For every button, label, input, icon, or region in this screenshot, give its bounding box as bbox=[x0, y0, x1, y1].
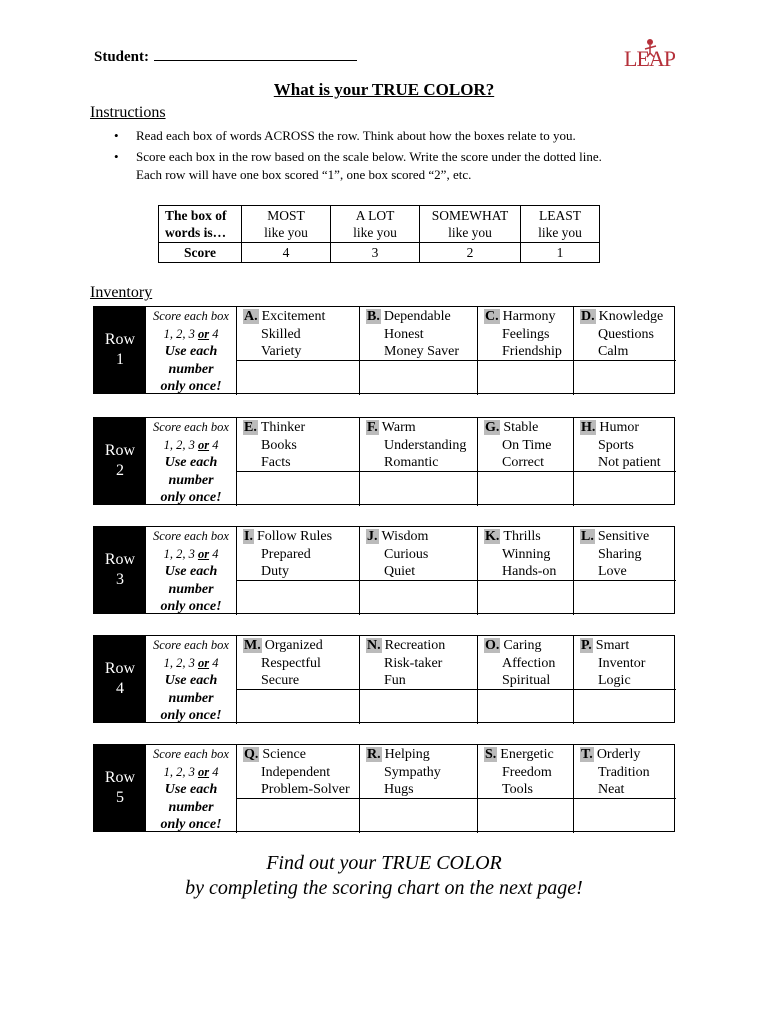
scale-score-label: Score bbox=[159, 243, 242, 263]
row-label: Row 4 bbox=[94, 636, 146, 722]
scale-col-somewhat: SOMEWHAT like you bbox=[420, 206, 521, 243]
box-word: Books bbox=[261, 437, 297, 453]
box-word: Smart bbox=[595, 638, 630, 653]
inventory-row bbox=[93, 635, 675, 723]
box-word: Freedom bbox=[502, 764, 552, 780]
box-letter: O. bbox=[485, 638, 500, 653]
box-word: Hugs bbox=[384, 782, 414, 797]
box-letter: L. bbox=[581, 529, 594, 544]
box-word: Logic bbox=[598, 673, 631, 688]
row-instruction: Score each box 1, 2, 3 or 4 Use each number only once! bbox=[153, 309, 229, 394]
bullet-icon: • bbox=[114, 128, 119, 143]
box-word: Tradition bbox=[598, 764, 650, 780]
box-word: Duty bbox=[261, 564, 289, 579]
score-input-box[interactable] bbox=[359, 689, 477, 724]
box-letter: B. bbox=[367, 309, 380, 324]
scale-col-most: MOST like you bbox=[242, 206, 331, 243]
score-input-box[interactable] bbox=[359, 471, 477, 506]
box-letter: R. bbox=[367, 747, 381, 762]
row-instruction: Score each box 1, 2, 3 or 4 Use each number only once! bbox=[153, 638, 229, 723]
box-word: Facts bbox=[261, 455, 291, 470]
box-letter: Q. bbox=[244, 747, 259, 762]
box-word: Recreation bbox=[384, 638, 446, 653]
word-box bbox=[236, 307, 359, 360]
row-label: Row 5 bbox=[94, 745, 146, 831]
row-instruction: Score each box 1, 2, 3 or 4 Use each number only once! bbox=[153, 420, 229, 505]
scale-score-value: 2 bbox=[420, 243, 521, 263]
box-letter: A. bbox=[244, 309, 258, 324]
row-instruction: Score each box 1, 2, 3 or 4 Use each number only once! bbox=[153, 529, 229, 614]
box-letter: M. bbox=[244, 638, 261, 653]
word-box bbox=[359, 745, 477, 798]
word-box bbox=[477, 527, 573, 580]
box-word: Stable bbox=[503, 420, 539, 435]
scale-col-a-lot: A LOT like you bbox=[331, 206, 420, 243]
box-word: Thrills bbox=[503, 529, 541, 544]
inventory-heading: Inventory bbox=[90, 284, 153, 301]
box-word: Secure bbox=[261, 673, 300, 688]
score-input-box[interactable] bbox=[477, 580, 573, 615]
box-letter: N. bbox=[367, 638, 381, 653]
box-word: Variety bbox=[261, 344, 302, 359]
score-input-box[interactable] bbox=[236, 689, 359, 724]
footer-note: Find out your TRUE COLOR by completing the scoring chart on the next page! bbox=[185, 852, 583, 899]
box-word: Winning bbox=[502, 546, 551, 562]
box-word: Sympathy bbox=[384, 764, 441, 780]
box-letter: P. bbox=[581, 638, 592, 653]
box-word: On Time bbox=[502, 437, 552, 453]
score-input-box[interactable] bbox=[573, 689, 676, 724]
word-box bbox=[477, 307, 573, 360]
box-word: Dependable bbox=[383, 309, 451, 324]
box-word: Excitement bbox=[261, 309, 326, 324]
score-input-box[interactable] bbox=[359, 360, 477, 395]
box-word: Love bbox=[598, 564, 627, 579]
box-word: Independent bbox=[261, 764, 331, 780]
box-word: Helping bbox=[384, 747, 430, 762]
box-word: Friendship bbox=[502, 344, 562, 359]
box-word: Tools bbox=[502, 782, 533, 797]
box-letter: J. bbox=[367, 529, 378, 544]
scale-score-value: 1 bbox=[521, 243, 600, 263]
box-word: Sensitive bbox=[597, 529, 650, 544]
student-name-field bbox=[94, 46, 357, 66]
box-word: Harmony bbox=[502, 309, 556, 324]
box-word: Inventor bbox=[598, 655, 646, 671]
box-word: Wisdom bbox=[381, 529, 429, 544]
box-letter: T. bbox=[581, 747, 593, 762]
score-input-box[interactable] bbox=[477, 689, 573, 724]
box-word: Calm bbox=[598, 344, 629, 359]
box-letter: D. bbox=[581, 309, 595, 324]
box-word: Problem-Solver bbox=[261, 782, 350, 797]
scale-col-least: LEAST like you bbox=[521, 206, 600, 243]
box-word: Quiet bbox=[384, 564, 416, 579]
score-input-box[interactable] bbox=[359, 580, 477, 615]
word-box bbox=[236, 527, 359, 580]
box-word: Science bbox=[262, 747, 306, 762]
box-word: Knowledge bbox=[598, 309, 664, 324]
word-box bbox=[359, 418, 477, 471]
scale-score-value: 4 bbox=[242, 243, 331, 263]
box-word: Prepared bbox=[261, 546, 311, 562]
logo-text: LEAP bbox=[624, 46, 675, 71]
box-word: Fun bbox=[384, 673, 406, 688]
box-letter: C. bbox=[485, 309, 499, 324]
box-word: Follow Rules bbox=[256, 529, 333, 544]
instruction-item: • Score each box in the row based on the scale below. Write the score under the dotted line. Each row will have one box scored “1”, one box scored “2”, etc. bbox=[114, 149, 602, 182]
word-box bbox=[236, 418, 359, 471]
score-input-box[interactable] bbox=[573, 580, 676, 615]
box-word: Honest bbox=[384, 326, 424, 342]
box-word: Sharing bbox=[598, 546, 642, 562]
word-box bbox=[573, 745, 676, 798]
inventory-row bbox=[93, 417, 675, 505]
score-input-box[interactable] bbox=[573, 360, 676, 395]
bullet-icon: • bbox=[114, 149, 119, 164]
box-letter: E. bbox=[244, 420, 257, 435]
scale-table bbox=[158, 205, 600, 263]
score-input-box[interactable] bbox=[236, 360, 359, 395]
score-input-box[interactable] bbox=[573, 798, 676, 833]
box-word: Understanding bbox=[384, 437, 467, 453]
box-word: Questions bbox=[598, 326, 654, 342]
box-word: Romantic bbox=[384, 455, 439, 470]
score-input-box[interactable] bbox=[359, 798, 477, 833]
inventory-row bbox=[93, 526, 675, 614]
score-input-box[interactable] bbox=[236, 798, 359, 833]
box-word: Affection bbox=[502, 655, 556, 671]
score-input-box[interactable] bbox=[477, 360, 573, 395]
inventory-row bbox=[93, 744, 675, 832]
box-word: Risk-taker bbox=[384, 655, 443, 671]
word-box bbox=[477, 418, 573, 471]
word-box bbox=[477, 745, 573, 798]
inventory-row bbox=[93, 306, 675, 394]
box-letter: I. bbox=[244, 529, 253, 544]
box-letter: S. bbox=[485, 747, 497, 762]
word-box bbox=[236, 636, 359, 689]
score-input-box[interactable] bbox=[477, 471, 573, 506]
box-word: Correct bbox=[502, 455, 544, 470]
box-word: Organized bbox=[264, 638, 323, 653]
page-title: What is your TRUE COLOR? bbox=[273, 80, 495, 99]
score-input-box[interactable] bbox=[573, 471, 676, 506]
word-box bbox=[359, 527, 477, 580]
row-label: Row 1 bbox=[94, 307, 146, 393]
box-letter: G. bbox=[485, 420, 500, 435]
scale-row-header: The box of words is… bbox=[159, 206, 242, 243]
word-box bbox=[236, 745, 359, 798]
score-input-box[interactable] bbox=[236, 471, 359, 506]
row-label: Row 2 bbox=[94, 418, 146, 504]
box-letter: H. bbox=[581, 420, 596, 435]
box-word: Thinker bbox=[260, 420, 306, 435]
box-word: Caring bbox=[503, 638, 542, 653]
box-word: Neat bbox=[598, 782, 625, 797]
word-box bbox=[573, 636, 676, 689]
instructions-heading: Instructions bbox=[90, 104, 166, 121]
instructions-list bbox=[112, 127, 682, 184]
word-box bbox=[477, 636, 573, 689]
score-input-box[interactable] bbox=[236, 580, 359, 615]
box-word: Hands-on bbox=[502, 564, 557, 579]
box-word: Skilled bbox=[261, 326, 301, 342]
student-label: Student: bbox=[94, 49, 150, 65]
score-input-box[interactable] bbox=[477, 798, 573, 833]
box-word: Energetic bbox=[500, 747, 554, 762]
box-word: Sports bbox=[598, 437, 634, 453]
student-name-blank[interactable] bbox=[154, 46, 357, 61]
box-word: Not patient bbox=[598, 455, 661, 470]
box-word: Curious bbox=[384, 546, 429, 562]
leap-logo bbox=[623, 35, 675, 71]
row-label: Row 3 bbox=[94, 527, 146, 613]
box-word: Humor bbox=[599, 420, 640, 435]
word-box bbox=[573, 527, 676, 580]
box-word: Feelings bbox=[502, 326, 550, 342]
word-box bbox=[573, 418, 676, 471]
box-letter: K. bbox=[485, 529, 500, 544]
word-box bbox=[573, 307, 676, 360]
word-box bbox=[359, 636, 477, 689]
word-box bbox=[359, 307, 477, 360]
instruction-item: • Read each box of words ACROSS the row. Think about how the boxes relate to you. bbox=[114, 128, 576, 143]
box-word: Spiritual bbox=[502, 673, 551, 688]
box-word: Warm bbox=[381, 420, 416, 435]
box-word: Money Saver bbox=[384, 344, 460, 359]
row-instruction: Score each box 1, 2, 3 or 4 Use each number only once! bbox=[153, 747, 229, 832]
box-word: Respectful bbox=[261, 655, 321, 671]
scale-score-value: 3 bbox=[331, 243, 420, 263]
box-word: Orderly bbox=[596, 747, 641, 762]
box-letter: F. bbox=[367, 420, 378, 435]
